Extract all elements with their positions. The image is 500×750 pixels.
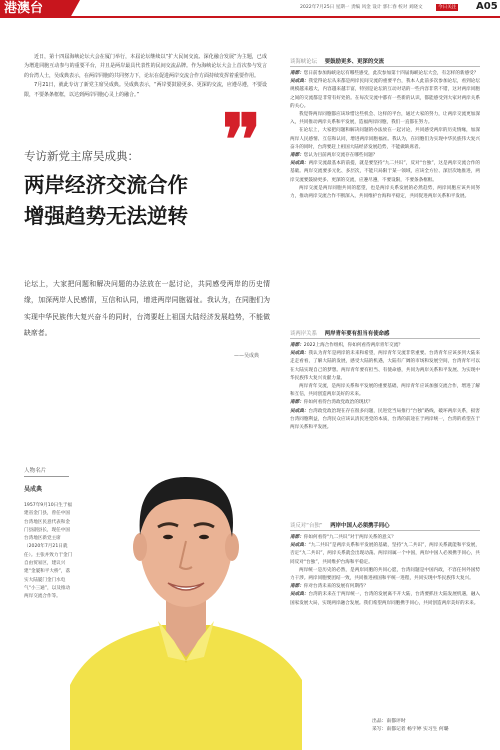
- section-divider: [290, 530, 480, 531]
- intro-paragraph: 7月21日，就此专访了新党主席吴成典。吴成典表示，“两岸要鼓励更多、更深的交流，应遵尽遵，不要设限，不要条条框框，以达到两岸同胞心灵上的融合。”: [24, 82, 267, 98]
- paragraph: 我觉得论坛从来都是两岸民间交流的重要平台，我本人此前多次参加论坛，看到论坛规模越来越大，内容越来越丰富，特别是论坛的互动对话的一些内容非常不错，这对两岸同胞之间的交流都是非常有好处的。在每次交流中都有一些新的认识，都能感受到大家对两岸关系的关心。: [290, 79, 480, 109]
- speaker: 南都：: [290, 71, 304, 76]
- paragraph: 你如何看待台湾政党政治的现状？: [303, 400, 373, 406]
- credits: [372, 718, 449, 735]
- headline-line: 两岸经济交流合作: [24, 173, 188, 197]
- header-info: 2022年7月25日 星期一 责编 风金 设计 郭仁春 校对 刘晓文: [300, 5, 423, 10]
- section-body: [290, 534, 480, 714]
- speaker: 南都：: [290, 535, 304, 540]
- paragraph: 两岸交流是两岸同胞共同的愿望，也是两岸关系发展的必然趋势，两岸同胞应该共同努力，推动两岸交流合作不断深入，共同维护台海和平稳定，共同促进两岸关系和平发展。: [290, 185, 480, 200]
- pull-quote-attribution: ——吴成典: [234, 353, 260, 359]
- headline-kicker: 专访新党主席吴成典：: [24, 149, 139, 163]
- speaker: 吴成典：: [290, 543, 309, 549]
- section-header: [290, 521, 390, 529]
- credits-line: 出品：南都评时: [372, 719, 406, 724]
- paragraph: “九二共识”是两岸关系和平发展的基础，坚持“九二共识”，两岸关系就能和平发展，否定“九二共识”，两岸关系就会出现动荡。两岸同属一个中国，两岸中国人必须携手同心，共同反对“台独”，共同维护台海和平稳定。: [290, 543, 480, 565]
- speaker: 吴成典：: [290, 592, 309, 598]
- paragraph: 您认为目前两岸交流存在哪些问题？: [303, 153, 378, 159]
- speaker: 吴成典：: [290, 351, 309, 357]
- speaker: 南都：: [290, 343, 304, 348]
- paragraph: 你对台湾未来的发展有何期待？: [303, 584, 369, 590]
- intro-text: [24, 53, 267, 100]
- section-tag-tail: [70, 0, 80, 18]
- paragraph: 您日前参加海峡论坛有哪些感受，此次参加第十四届海峡论坛大会，有怎样的新感受？: [303, 71, 479, 76]
- portrait-photo: [70, 395, 302, 750]
- section-header: [290, 57, 384, 65]
- paragraph: 我觉得两岸同胞都应该珍惜这些机会、这样的平台，通过大家的努力，让两岸交流更加深入，共同推动两岸关系和平发展，造福两岸同胞，我们一直都在努力。: [290, 112, 480, 126]
- speaker: 吴成典：: [290, 161, 309, 167]
- speaker: 吴成典：: [290, 408, 309, 414]
- header-badge: 今日关注: [438, 5, 457, 10]
- section-sub: 谈两岸关系: [290, 331, 317, 337]
- paragraph: 两岸交流最基本的前提，就是要坚持“九二共识”，反对“台独”，这是两岸交流合作的基础。两岸交流要多元化、多层次，不能只局限于某一领域，应该全方位、深层次地推进，两岸交流要鼓励更多、更深的交流，应遵尽遵，不要设限，不要条条框框。: [290, 161, 480, 183]
- paragraph: 台湾政党政治现在存在很多问题，民进党当局推行“台独”路线，破坏两岸关系，损害台湾同胞利益，台湾民众应该认清民进党的本质，台湾的前途在于两岸统一，台湾的希望在于两岸关系和平发展。: [290, 408, 480, 431]
- section-divider: [290, 66, 480, 67]
- section-body: [290, 342, 480, 517]
- headline: [24, 170, 274, 232]
- quote-mark-icon: ❜❜: [222, 98, 256, 181]
- paragraph: 台湾的未来在于两岸统一，台湾的发展离不开大陆，台湾要抓住大陆发展机遇，融入国家发展大局，实现两岸融合发展。我们希望两岸同胞携手同心，共同创造两岸美好的未来。: [290, 592, 480, 606]
- speaker: 南都：: [290, 400, 304, 406]
- section-sub: 谈海峡论坛: [290, 59, 317, 65]
- section-divider: [290, 338, 480, 339]
- profile-divider: [24, 476, 69, 477]
- portrait-illustration: [70, 395, 302, 750]
- profile-label: 人物名片: [24, 468, 47, 474]
- paragraph: 2022上海合作组织，你如何看待两岸青年交流？: [303, 343, 403, 348]
- section-title: 两岸青年要有担当有使命感: [324, 331, 390, 337]
- credits-line: 采写：南都记者 杨宇婷 实习生 何璐: [372, 727, 449, 733]
- page-number: A05: [476, 1, 498, 12]
- page-header: [0, 0, 500, 18]
- profile-name: 吴成典: [24, 486, 43, 493]
- paragraph: 在论坛上，大家把问题和解决问题的办法放在一起讨论，共同感受两岸的历史情缘，加深两岸人民感情、互信和认同，增进两岸同胞福祉。我认为，在同胞们为实现中华民族伟大复兴奋斗的同时，台湾要赶上祖国大陆经济发展趋势，不能做缺席者。: [290, 128, 480, 150]
- section-title: 两岸中国人必须携手同心: [330, 523, 390, 529]
- section-tag: 港澳台: [0, 0, 70, 18]
- profile-bio: 1957年9月10日生于福建省金门县，曾任中国台湾地区民意代表和金门县副县长，现任中国台湾地区新党主席（2020年7月21日就任）。主张并致力于金门自由贸易区，建议兴建“金厦和平大桥”，落实大陆厦门金门水电气“小三通”，以及推动两岸交流合作等。: [24, 503, 73, 600]
- paragraph: 你如何看待“九二共识”对于两岸关系的意义？: [303, 535, 396, 540]
- headline-line: 增强趋势无法逆转: [24, 204, 188, 228]
- intro-paragraph: 近日，第十四届海峡论坛大会在厦门举行，本届论坛继续以“扩大民间交流、深化融合发展”为主题，已成为增进同胞互动参与的重要平台，并且是两岸最具代表性的民间交流品牌。作为海峡论坛大会上首次参与发言的台湾人士，吴成典表示，在两岸同胞的共同努力下，论坛在促进两岸交流合作方面持续发挥着重要作用。: [24, 54, 267, 79]
- paragraph: 我认为青年是两岸的未来和希望，两岸青年交流非常重要。台湾青年应该多到大陆来走走看看，了解大陆的发展，感受大陆的机遇，大陆有广阔的市场和发展空间，台湾青年可以在大陆实现自己的梦想。两岸青年要有担当、有使命感，共同为两岸关系和平发展、为实现中华民族伟大复兴贡献力量。: [290, 351, 480, 381]
- section-header: [290, 329, 389, 337]
- speaker: 南都：: [290, 153, 304, 159]
- section-body: [290, 70, 480, 328]
- paragraph: 两岸青年交流，是两岸关系和平发展的重要基础，两岸青年应该加强交流合作，增进了解和互信，共同创造两岸美好的未来。: [290, 384, 480, 398]
- pull-quote: 论坛上，大家把问题和解决问题的办法放在一起讨论，共同感受两岸的历史情缘，加深两岸人民感情，互信和认同，增进两岸同胞福祉。我认为，在同胞们为实现中华民族伟大复兴奋斗的同时，台湾要赶上祖国大陆经济发展趋势，不能做缺席者。: [24, 280, 270, 337]
- speaker: 南都：: [290, 584, 304, 590]
- paragraph: 两岸统一是历史的必然，是两岸同胞的共同心愿，台湾问题是中国内政，不容任何外国势力干涉。两岸同胞要团结一致，共同推进祖国和平统一进程，共同实现中华民族伟大复兴。: [290, 567, 480, 582]
- section-sub: 谈反对“台独”: [290, 523, 323, 529]
- section-title: 要鼓励更多、更深的交流: [324, 59, 384, 65]
- speaker: 吴成典：: [290, 79, 309, 85]
